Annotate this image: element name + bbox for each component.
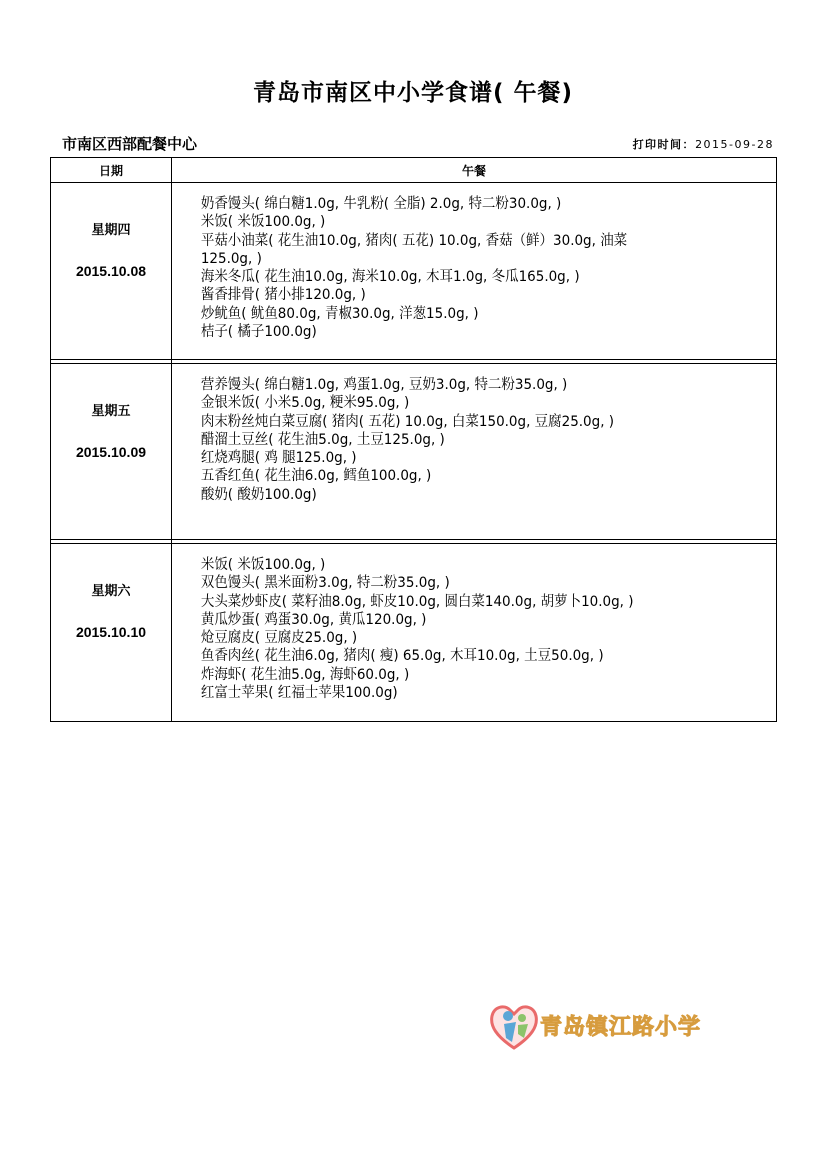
date-label: 2015.10.08 (75, 263, 147, 279)
menu-item-list (172, 364, 777, 504)
school-logo-icon (486, 998, 542, 1054)
menu-item: 五香红鱼( 花生油6.0g, 鳕鱼100.0g, ) (200, 468, 432, 485)
date-label: 2015.10.09 (75, 444, 147, 460)
menu-item: 醋溜土豆丝( 花生油5.0g, 土豆125.0g, ) (200, 431, 445, 448)
menu-item: 米饭( 米饭100.0g, ) (200, 557, 326, 573)
lunch-cell (172, 544, 777, 722)
menu-item: 酸奶( 酸奶100.0g) (200, 486, 317, 503)
menu-item: 营养馒头( 绵白糖1.0g, 鸡蛋1.0g, 豆奶3.0g, 特二粉35.0g, ) (200, 377, 568, 393)
day-row (51, 364, 777, 540)
menu-item-list (172, 544, 777, 702)
center-name: 市南区西部配餐中心 (62, 135, 198, 153)
day-cell (51, 544, 172, 722)
menu-table (50, 157, 777, 722)
lunch-cell (172, 183, 777, 360)
date-column-header: 日期 (51, 158, 172, 183)
watermark-text: 青岛镇江路小学 (540, 1015, 702, 1040)
page-title: 青岛市南区中小学食谱( 午餐) (252, 80, 574, 106)
lunch-column-header: 午餐 (172, 158, 777, 183)
menu-item: 双色馒头( 黑米面粉3.0g, 特二粉35.0g, ) (200, 575, 450, 592)
menu-item: 金银米饭( 小米5.0g, 粳米95.0g, ) (200, 395, 410, 412)
day-row (51, 544, 777, 722)
menu-item: 海米冬瓜( 花生油10.0g, 海米10.0g, 木耳1.0g, 冬瓜165.0g, ) (200, 269, 580, 286)
menu-item: 红烧鸡腿( 鸡 腿125.0g, ) (200, 450, 357, 467)
menu-item: 肉末粉丝炖白菜豆腐( 猪肉( 五花) 10.0g, 白菜150.0g, 豆腐25.0g, ) (200, 413, 615, 430)
menu-item: 125.0g, ) (200, 250, 262, 267)
print-time-value: 2015-09-28 (695, 138, 774, 151)
school-watermark (486, 998, 736, 1054)
menu-item: 炝豆腐皮( 豆腐皮25.0g, ) (200, 630, 358, 647)
menu-item: 奶香馒头( 绵白糖1.0g, 牛乳粉( 全脂) 2.0g, 特二粉30.0g, ) (200, 196, 562, 212)
day-cell (51, 364, 172, 540)
menu-item: 红富士苹果( 红福士苹果100.0g) (200, 685, 398, 702)
weekday-label: 星期六 (91, 583, 131, 598)
menu-item: 平菇小油菜( 花生油10.0g, 猪肉( 五花) 10.0g, 香菇（鲜）30.0g, 油菜 (200, 232, 628, 249)
menu-item: 黄瓜炒蛋( 鸡蛋30.0g, 黄瓜120.0g, ) (200, 611, 427, 628)
menu-item: 米饭( 米饭100.0g, ) (200, 214, 326, 231)
print-time (633, 136, 774, 152)
table-header-row (51, 158, 777, 183)
print-time-label: 打印时间： (632, 138, 696, 151)
day-row (51, 183, 777, 360)
menu-item-list (172, 183, 777, 341)
day-cell (51, 183, 172, 360)
menu-item: 鱼香肉丝( 花生油6.0g, 猪肉( 瘦) 65.0g, 木耳10.0g, 土豆50.0g, ) (200, 648, 604, 665)
weekday-label: 星期四 (91, 222, 131, 237)
menu-item: 酱香排骨( 猪小排120.0g, ) (200, 287, 366, 304)
menu-item: 炒鱿鱼( 鱿鱼80.0g, 青椒30.0g, 洋葱15.0g, ) (200, 305, 479, 322)
weekday-label: 星期五 (91, 403, 131, 418)
lunch-cell (172, 364, 777, 540)
menu-item: 炸海虾( 花生油5.0g, 海虾60.0g, ) (200, 666, 410, 683)
date-label: 2015.10.10 (75, 624, 147, 640)
menu-item: 大头菜炒虾皮( 菜籽油8.0g, 虾皮10.0g, 圆白菜140.0g, 胡萝卜10.0g, ) (200, 593, 634, 610)
menu-item: 桔子( 橘子100.0g) (200, 324, 317, 341)
